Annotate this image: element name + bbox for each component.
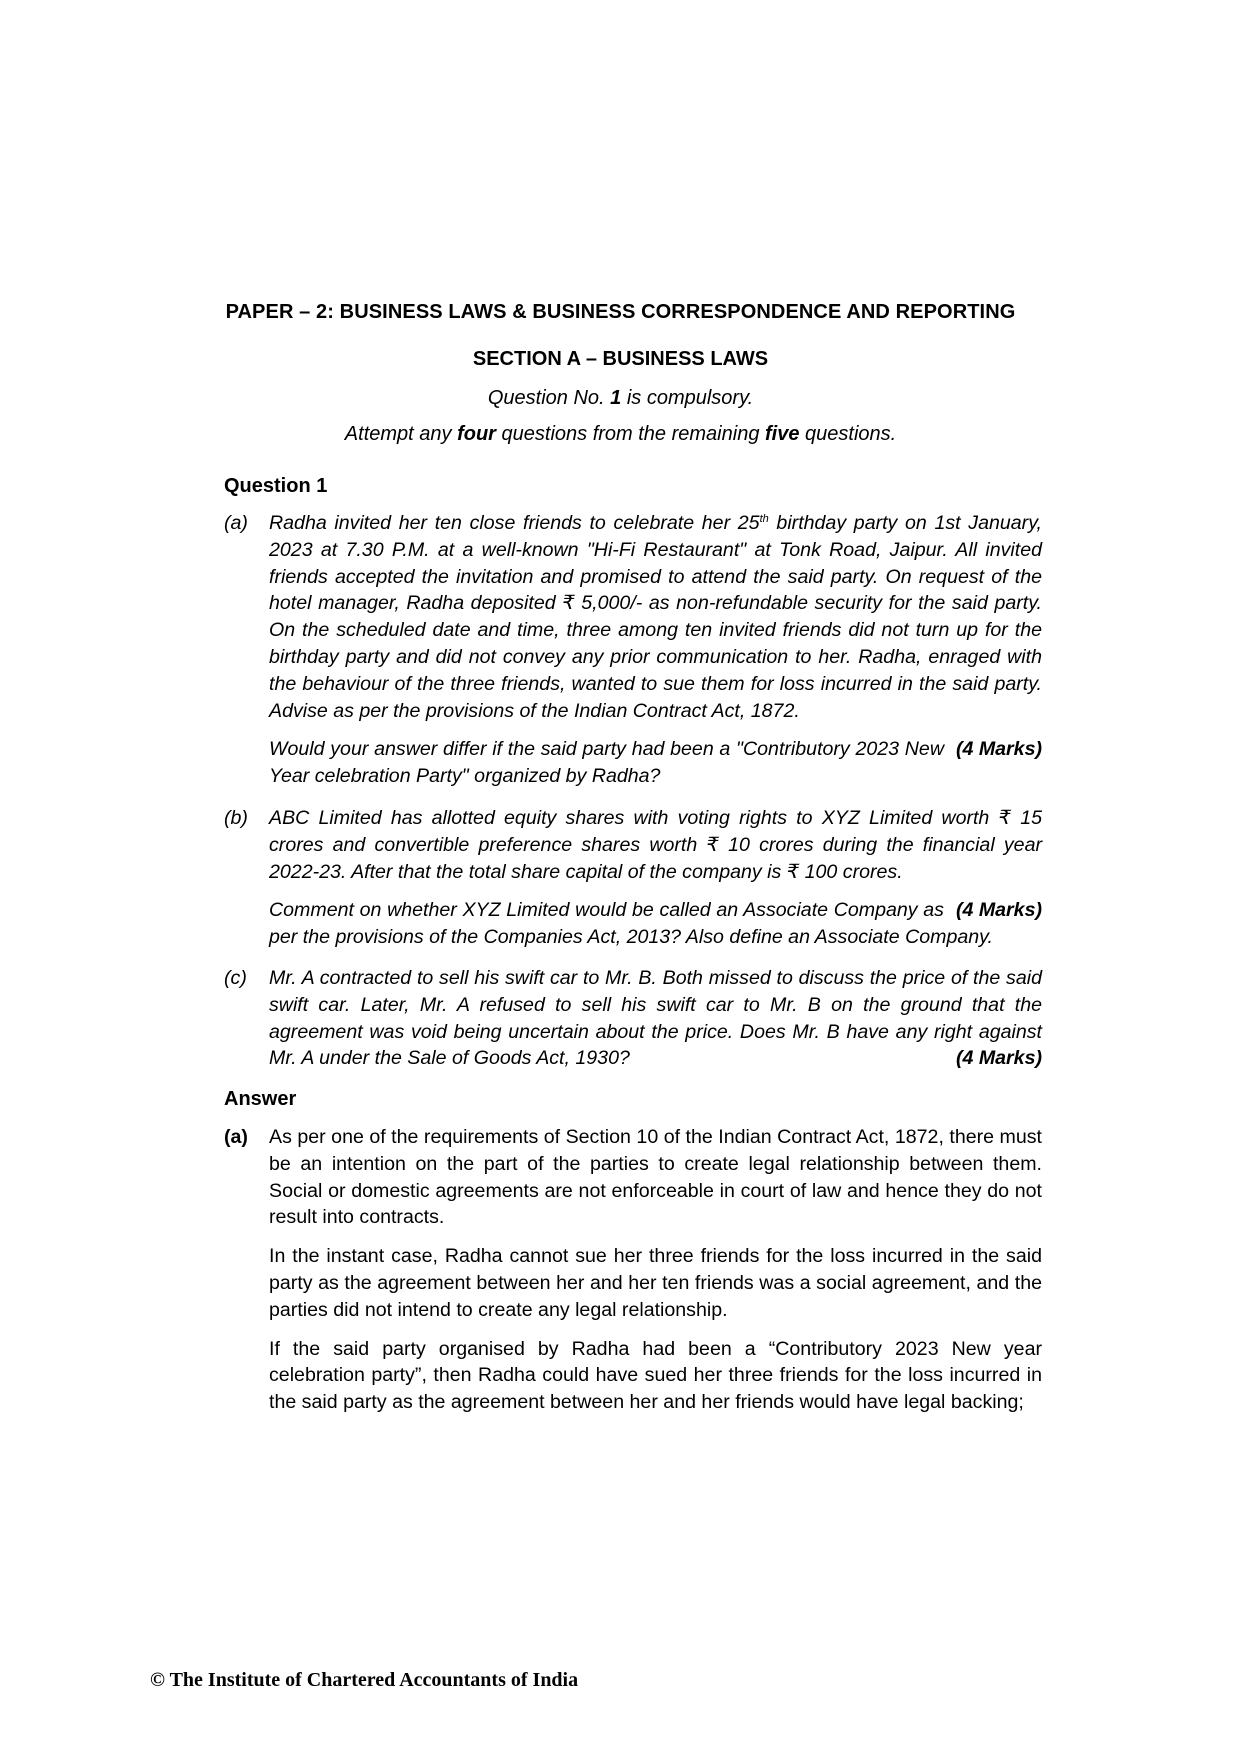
part-label: (a) [224,512,248,534]
marks-label: (4 Marks) [955,738,1042,761]
question-heading: Question 1 [224,475,328,497]
part-label: (c) [224,967,247,989]
question-part-a [224,510,1042,790]
question-text: ABC Limited has allotted equity shares with voting rights to XYZ Limited worth ₹ 15 crores and convertible preference shares worth ₹ 10 crores during the financial year 2022-23. After that the total share capital of the company is ₹ 100 crores. [269,807,1042,883]
answer-paragraph: If the said party organised by Radha had been a “Contributory 2023 New year celebration party”, then Radha could have sued her three friends for the loss incurred in the said party as the agreement between her and her friends would have legal backing; [269,1337,1042,1414]
question-part-c [224,965,1042,1072]
section-title: SECTION A – BUSINESS LAWS [472,348,769,370]
part-label: (b) [224,807,248,829]
marks-label: (4 Marks) [955,1047,1042,1070]
footer-copyright: © The Institute of Chartered Accountants of India [150,1669,579,1691]
answer-paragraph: As per one of the requirements of Section 10 of the Indian Contract Act, 1872, there must be an intention on the part of the parties to create legal relationship between them. Social or domestic agreements are not enforceable in court of law and hence they do not result into contracts. [269,1126,1042,1229]
instruction-attempt: Attempt any four questions from the remaining five questions. [344,423,897,445]
instruction-compulsory: Question No. 1 is compulsory. [487,387,754,409]
paper-title: PAPER – 2: BUSINESS LAWS & BUSINESS CORRESPONDENCE AND REPORTING [225,301,1016,323]
question-part-b [224,805,1042,951]
question-followup: (4 Marks) Comment on whether XYZ Limited would be called an Associate Company as per the provisions of the Companies Act, 2013? Also define an Associate Company. [269,899,1042,949]
answer-paragraph: In the instant case, Radha cannot sue her three friends for the loss incurred in the said party as the agreement between her and her ten friends was a social agreement, and the parties did not intend to create any legal relationship. [269,1245,1042,1321]
answer-part-a [224,1124,1042,1416]
part-label: (a) [224,1126,248,1148]
answer-heading: Answer [224,1088,297,1110]
question-text: Radha invited her ten close friends to celebrate her 25th birthday party on 1st January, 2023 at 7.30 P.M. at a well-known "Hi-Fi Restaurant" at Tonk Road, Jaipur. All invited friends accepted the invitation and promised to attend the said party. On request of the hotel manager, Radha deposited ₹ 5,000/- as non-refundable security for the said party. On the scheduled date and time, three among ten invited friends did not turn up for the birthday party and did not convey any prior communication to her. Radha, enraged with the behaviour of the three friends, wanted to sue them for loss incurred in the said party. Advise as per the provisions of the Indian Contract Act, 1872. [269,512,1042,722]
marks-label: (4 Marks) [955,899,1042,922]
question-followup: (4 Marks) Would your answer differ if the said party had been a "Contributory 2023 New Year celebration Party" organized by Radha? [269,738,1042,788]
question-text: Mr. A contracted to sell his swift car to Mr. B. Both missed to discuss the price of the said swift car. Later, Mr. A refused to sell his swift car to Mr. B on the ground that the agreement was void being uncertain about the price. Does Mr. B have any right against Mr. A under the Sale of Goods Act, 1930? (4 Marks) [269,965,1042,1072]
